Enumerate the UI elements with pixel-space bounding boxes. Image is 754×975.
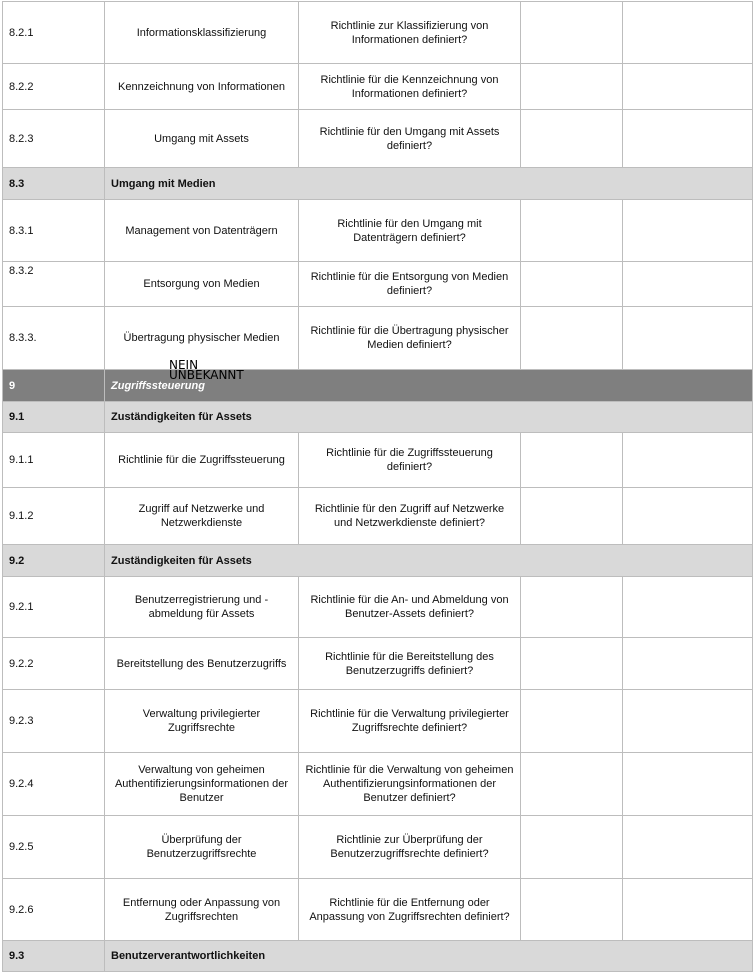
control-id: 9.2.4 — [3, 753, 105, 816]
chapter-row — [3, 370, 753, 402]
notes-cell[interactable] — [623, 64, 753, 110]
control-question: Richtlinie für die An- und Abmeldung von Benutzer-Assets definiert? — [299, 577, 521, 638]
table-row — [3, 433, 753, 488]
control-name: Richtlinie für die Zugriffssteuerung — [105, 433, 299, 488]
control-question: Richtlinie für die Kennzeichnung von Informationen definiert? — [299, 64, 521, 110]
section-id: 9.1 — [3, 402, 105, 433]
control-id: 9.2.3 — [3, 690, 105, 753]
answer-cell[interactable] — [521, 488, 623, 545]
control-id: 8.2.3 — [3, 110, 105, 168]
answer-cell[interactable] — [521, 110, 623, 168]
table-row — [3, 816, 753, 879]
control-id: 8.3.2 — [3, 262, 105, 307]
notes-cell[interactable] — [623, 110, 753, 168]
control-id: 8.2.1 — [3, 2, 105, 64]
control-name: Verwaltung privilegierter Zugriffsrechte — [105, 690, 299, 753]
section-row — [3, 941, 753, 972]
notes-cell[interactable] — [623, 753, 753, 816]
control-question: Richtlinie zur Überprüfung der Benutzerzugriffsrechte definiert? — [299, 816, 521, 879]
table-row — [3, 64, 753, 110]
control-question: Richtlinie für die Bereitstellung des Benutzerzugriffs definiert? — [299, 638, 521, 690]
notes-cell[interactable] — [623, 488, 753, 545]
control-question: Richtlinie für die Verwaltung privilegierter Zugriffsrechte definiert? — [299, 690, 521, 753]
table-row — [3, 307, 753, 370]
dropdown-options-overlay[interactable] — [169, 360, 244, 380]
notes-cell[interactable] — [623, 262, 753, 307]
answer-cell[interactable] — [521, 690, 623, 753]
notes-cell[interactable] — [623, 690, 753, 753]
control-name: Management von Datenträgern — [105, 200, 299, 262]
table-row — [3, 638, 753, 690]
control-name: Überprüfung der Benutzerzugriffsrechte — [105, 816, 299, 879]
control-id: 9.2.6 — [3, 879, 105, 941]
answer-cell[interactable] — [521, 638, 623, 690]
control-name: Kennzeichnung von Informationen — [105, 64, 299, 110]
notes-cell[interactable] — [623, 577, 753, 638]
control-id: 9.2.5 — [3, 816, 105, 879]
answer-cell[interactable] — [521, 200, 623, 262]
answer-cell[interactable] — [521, 753, 623, 816]
control-question: Richtlinie für die Entfernung oder Anpassung von Zugriffsrechten definiert? — [299, 879, 521, 941]
control-name: Verwaltung von geheimen Authentifizierungsinformationen der Benutzer — [105, 753, 299, 816]
answer-cell[interactable] — [521, 879, 623, 941]
section-id: 8.3 — [3, 168, 105, 200]
control-name: Entsorgung von Medien — [105, 262, 299, 307]
control-question: Richtlinie für die Verwaltung von geheimen Authentifizierungsinformationen der Benutzer definiert? — [299, 753, 521, 816]
section-row — [3, 402, 753, 433]
control-name: Informationsklassifizierung — [105, 2, 299, 64]
control-question: Richtlinie für die Entsorgung von Medien definiert? — [299, 262, 521, 307]
table-row — [3, 488, 753, 545]
answer-cell[interactable] — [521, 262, 623, 307]
section-row — [3, 168, 753, 200]
control-id: 9.2.2 — [3, 638, 105, 690]
option-unbekannt[interactable]: UNBEKANNT — [169, 368, 244, 382]
notes-cell[interactable] — [623, 816, 753, 879]
section-title: Umgang mit Medien — [105, 168, 753, 200]
control-name: Umgang mit Assets — [105, 110, 299, 168]
control-question: Richtlinie für den Umgang mit Assets definiert? — [299, 110, 521, 168]
control-name: Benutzerregistrierung und -abmeldung für Assets — [105, 577, 299, 638]
table-row — [3, 2, 753, 64]
control-name: Bereitstellung des Benutzerzugriffs — [105, 638, 299, 690]
option-nein[interactable]: NEIN — [169, 358, 199, 372]
control-id: 8.2.2 — [3, 64, 105, 110]
control-id: 9.1.1 — [3, 433, 105, 488]
answer-cell[interactable] — [521, 2, 623, 64]
control-name: Zugriff auf Netzwerke und Netzwerkdienste — [105, 488, 299, 545]
control-question: Richtlinie für den Umgang mit Datenträgern definiert? — [299, 200, 521, 262]
control-name: Entfernung oder Anpassung von Zugriffsrechten — [105, 879, 299, 941]
section-row — [3, 545, 753, 577]
section-title: Zuständigkeiten für Assets — [105, 402, 753, 433]
control-id: 8.3.3. — [3, 307, 105, 370]
notes-cell[interactable] — [623, 879, 753, 941]
control-question: Richtlinie für die Zugriffssteuerung definiert? — [299, 433, 521, 488]
table-row — [3, 200, 753, 262]
control-id: 8.3.1 — [3, 200, 105, 262]
chapter-id: 9 — [3, 370, 105, 402]
control-name: Übertragung physischer Medien — [105, 307, 299, 370]
section-title: Zuständigkeiten für Assets — [105, 545, 753, 577]
notes-cell[interactable] — [623, 638, 753, 690]
table-row — [3, 879, 753, 941]
audit-table — [2, 1, 753, 972]
control-question: Richtlinie für die Übertragung physischer Medien definiert? — [299, 307, 521, 370]
notes-cell[interactable] — [623, 200, 753, 262]
notes-cell[interactable] — [623, 2, 753, 64]
notes-cell[interactable] — [623, 307, 753, 370]
control-question: Richtlinie zur Klassifizierung von Informationen definiert? — [299, 2, 521, 64]
control-id: 9.1.2 — [3, 488, 105, 545]
table-row — [3, 690, 753, 753]
section-id: 9.2 — [3, 545, 105, 577]
table-row — [3, 110, 753, 168]
control-question: Richtlinie für den Zugriff auf Netzwerke und Netzwerkdienste definiert? — [299, 488, 521, 545]
answer-cell[interactable] — [521, 64, 623, 110]
notes-cell[interactable] — [623, 433, 753, 488]
answer-cell[interactable] — [521, 816, 623, 879]
chapter-title: Zugriffssteuerung — [105, 370, 753, 402]
control-id: 9.2.1 — [3, 577, 105, 638]
section-id: 9.3 — [3, 941, 105, 972]
answer-cell[interactable] — [521, 307, 623, 370]
section-title: Benutzerverantwortlichkeiten — [105, 941, 753, 972]
table-row — [3, 577, 753, 638]
table-row — [3, 262, 753, 307]
table-row — [3, 753, 753, 816]
answer-cell[interactable] — [521, 577, 623, 638]
answer-cell[interactable] — [521, 433, 623, 488]
